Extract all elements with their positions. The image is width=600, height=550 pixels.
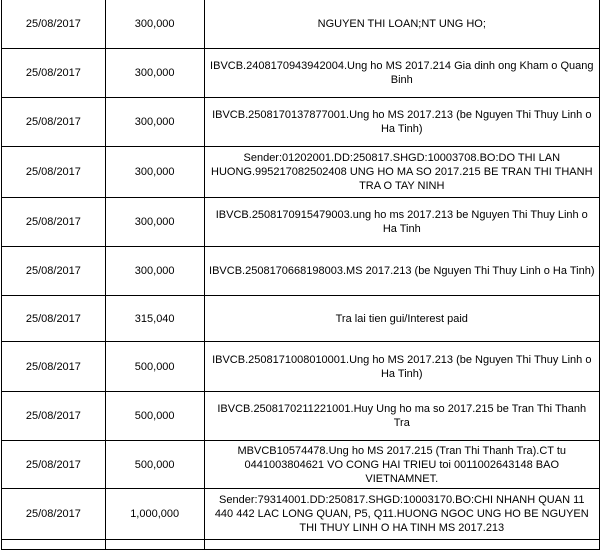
date-cell: 25/08/2017	[2, 342, 106, 392]
description-cell: IBVCB.2508170915479003.ung ho ms 2017.213 be Nguyen Thi Thuy Linh o Ha Tinh	[204, 198, 599, 247]
amount-cell: 500,000	[105, 441, 204, 489]
description-cell: IBVCB.2508170668198003.MS 2017.213 (be Nguyen Thi Thuy Linh o Ha Tinh)	[204, 247, 599, 296]
table-row	[2, 441, 600, 489]
date-cell: 25/08/2017	[2, 247, 106, 296]
date-cell: 25/08/2017	[2, 49, 106, 98]
amount-cell: 315,040	[105, 296, 204, 342]
date-cell: 25/08/2017	[2, 147, 106, 198]
date-cell: 25/08/2017	[2, 0, 106, 49]
date-cell: 25/08/2017	[2, 489, 106, 540]
description-cell: IBVCB.2408170943942004.Ung ho MS 2017.214 Gia dinh ong Kham o Quang Binh	[204, 49, 599, 98]
table-body	[2, 0, 600, 550]
amount-cell: 500,000	[105, 342, 204, 392]
description-cell: NGUYEN THI LOAN;NT UNG HO;	[204, 0, 599, 49]
amount-cell: 1,000,000	[105, 489, 204, 540]
table-row	[2, 98, 600, 147]
donation-transactions-table	[1, 0, 600, 550]
table-row	[2, 489, 600, 540]
table-row	[2, 247, 600, 296]
table-row	[2, 296, 600, 342]
amount-cell: 300,000	[105, 49, 204, 98]
amount-cell: 300,000	[105, 247, 204, 296]
description-cell: Sender:79314001.DD:250817.SHGD:10003170.BO:CHI NHANH QUAN 11 440 442 LAC LONG QUAN, P5, Q11.HUONG NGOC UNG HO BE NGUYEN THI THUY LINH O HA TINH MS 2017.213	[204, 489, 599, 540]
description-cell: IBVCB.2508171008010001.Ung ho MS 2017.213 (be Nguyen Thi Thuy Linh o Ha Tinh)	[204, 342, 599, 392]
description-cell: MBVCB10574478.Ung ho MS 2017.215 (Tran Thi Thanh Tra).CT tu 0441003804621 VO CONG HAI TRIEU toi 0011002643148 BAO VIETNAMNET.	[204, 441, 599, 489]
table-row	[2, 49, 600, 98]
amount-cell: 300,000	[105, 0, 204, 49]
table-row	[2, 342, 600, 392]
description-cell: Sender:01202001.DD:250817.SHGD:10003708.BO:DO THI LAN HUONG.995217082502408 UNG HO MA SO 2017.215 BE TRAN THI THANH TRA O TAY NINH	[204, 147, 599, 198]
description-cell: IBVCB.2508170211221001.Huy Ung ho ma so 2017.215 be Tran Thi Thanh Tra	[204, 392, 599, 441]
table-row	[2, 147, 600, 198]
table-row	[2, 198, 600, 247]
date-cell: 25/08/2017	[2, 296, 106, 342]
description-cell: IBVCB.2508170137877001.Ung ho MS 2017.213 (be Nguyen Thi Thuy Linh o Ha Tinh)	[204, 98, 599, 147]
date-cell: 25/08/2017	[2, 392, 106, 441]
date-cell	[2, 540, 106, 550]
date-cell: 25/08/2017	[2, 441, 106, 489]
table-row	[2, 392, 600, 441]
amount-cell: 300,000	[105, 147, 204, 198]
amount-cell: 300,000	[105, 198, 204, 247]
date-cell: 25/08/2017	[2, 198, 106, 247]
amount-cell: 300,000	[105, 98, 204, 147]
amount-cell	[105, 540, 204, 550]
table-row	[2, 540, 600, 550]
table-row	[2, 0, 600, 49]
date-cell: 25/08/2017	[2, 98, 106, 147]
amount-cell: 500,000	[105, 392, 204, 441]
description-cell	[204, 540, 599, 550]
description-cell: Tra lai tien gui/Interest paid	[204, 296, 599, 342]
